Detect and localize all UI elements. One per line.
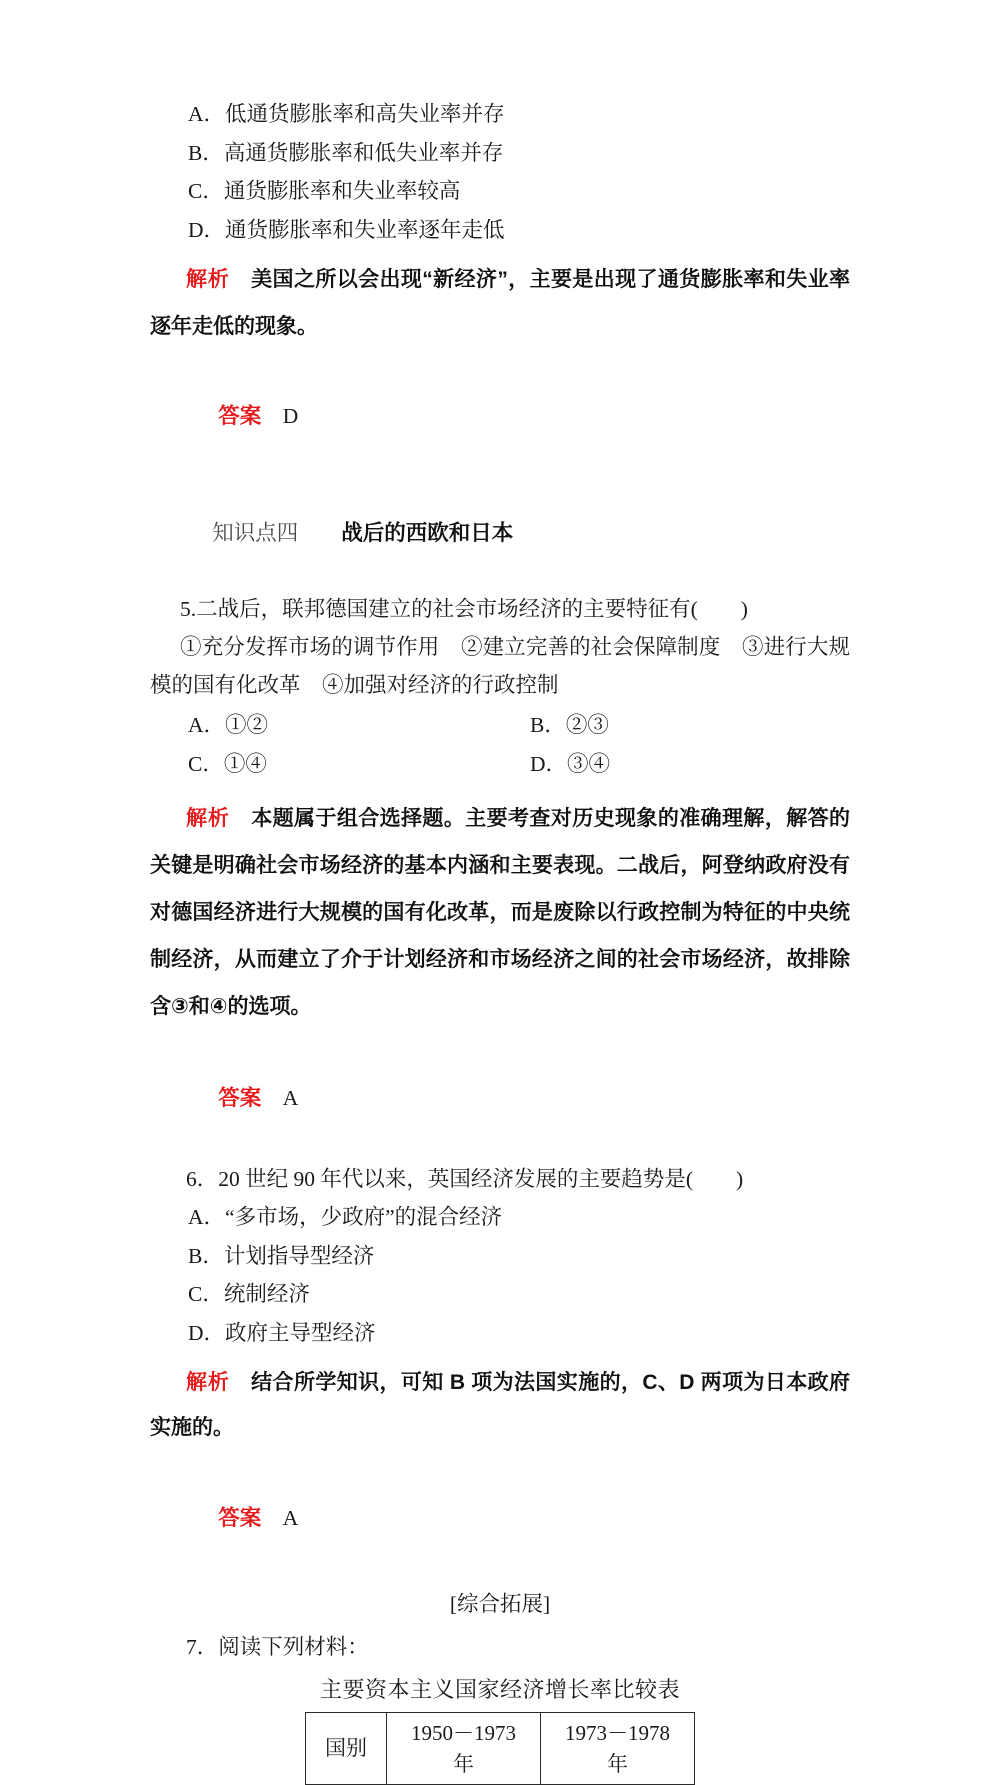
q5-analysis-text: 本题属于组合选择题。主要考查对历史现象的准确理解，解答的关键是明确社会市场经济的基本内涵和主要表现。二战后，阿登纳政府没有对德国经济进行大规模的国有化改革，而是废除以行政控制为特征的中央统制经济，从而建立了介于计划经济和市场经济之间的社会市场经济，故排除含③和④的选项。 xyxy=(150,807,851,1018)
table-header-period-1 xyxy=(387,1713,541,1785)
q6-answer-row xyxy=(150,1458,850,1578)
q5-choice-c: C．①④ xyxy=(188,751,267,776)
growth-table-title: 主要资本主义国家经济增长率比较表 xyxy=(319,1677,680,1702)
growth-table-wrapper xyxy=(150,1712,850,1785)
q4-answer-row xyxy=(150,356,850,476)
answer-label: 答案 xyxy=(218,1086,262,1110)
q6-choice-d: D．政府主导型经济 xyxy=(188,1320,376,1345)
q4-choice-list xyxy=(150,95,850,249)
q5-choice-a: A．①② xyxy=(188,713,269,737)
q4-analysis-paragraph xyxy=(150,256,850,350)
q6-choice-a: A．“多市场，少政府”的混合经济 xyxy=(188,1205,503,1229)
knowledge-point-label: 知识点四 xyxy=(212,521,299,545)
answer-label: 答案 xyxy=(218,404,262,428)
growth-rate-table xyxy=(305,1712,695,1785)
answer-label: 答案 xyxy=(218,1506,262,1530)
q6-choice-c: C．统制经济 xyxy=(188,1282,310,1306)
q6-answer-value: A xyxy=(282,1506,299,1530)
q5-analysis-paragraph xyxy=(150,795,850,1030)
analysis-gap xyxy=(230,1371,251,1394)
q4-answer-value: D xyxy=(282,404,299,428)
q6-stem: 6．20 世纪 90 年代以来，英国经济发展的主要趋势是( ) xyxy=(186,1167,744,1191)
q5-answer-row xyxy=(150,1038,850,1158)
section-marker: [综合拓展] xyxy=(449,1592,551,1616)
table-header-country xyxy=(306,1713,387,1785)
q6-choice-b: B．计划指导型经济 xyxy=(188,1243,375,1268)
analysis-label: 解析 xyxy=(186,807,230,830)
q4-analysis-text: 美国之所以会出现“新经济”，主要是出现了通货膨胀率和失业率逐年走低的现象。 xyxy=(150,268,851,338)
knowledge-point-gap xyxy=(298,521,341,545)
analysis-label: 解析 xyxy=(186,1371,230,1394)
q5-stem: 5.二战后，联邦德国建立的社会市场经济的主要特征有( ) xyxy=(180,597,748,621)
q7-stem: 7．阅读下列材料： xyxy=(186,1635,369,1659)
analysis-label: 解析 xyxy=(186,268,230,291)
q4-choice-c: C．通货膨胀率和失业率较高 xyxy=(188,179,461,203)
table-header-period-1-range: 1950－1973 xyxy=(411,1720,516,1745)
table-header-row xyxy=(306,1713,695,1785)
q4-choice-d: D．通货膨胀率和失业率逐年走低 xyxy=(188,217,505,242)
analysis-gap xyxy=(230,268,251,291)
q6-analysis-text: 结合所学知识，可知 B 项为法国实施的，C、D 两项为日本政府实施的。 xyxy=(150,1371,851,1439)
table-header-period-2 xyxy=(541,1713,695,1785)
q6-analysis-paragraph xyxy=(150,1360,850,1450)
analysis-gap xyxy=(230,807,251,830)
table-header-period-2-range: 1973－1978 xyxy=(565,1720,670,1745)
q6-choice-list xyxy=(150,1198,850,1352)
answer-gap xyxy=(261,1506,283,1530)
q4-choice-a: A．低通货膨胀率和高失业率并存 xyxy=(188,102,505,126)
q5-choice-d: D．③④ xyxy=(530,751,611,776)
table-header-period-1-unit: 年 xyxy=(453,1751,474,1776)
q5-choice-row xyxy=(150,745,850,784)
q5-choice-grid xyxy=(150,706,850,783)
table-header-period-2-unit: 年 xyxy=(607,1751,628,1776)
knowledge-point-heading xyxy=(150,476,850,590)
q5-items: ①充分发挥市场的调节作用 ②建立完善的社会保障制度 ③进行大规模的国有化改革 ④加强对经济的行政控制 xyxy=(150,635,850,697)
answer-gap xyxy=(261,1086,283,1110)
q4-choice-b: B．高通货膨胀率和低失业率并存 xyxy=(188,140,504,165)
answer-gap xyxy=(261,404,283,428)
q5-choice-b: B．②③ xyxy=(530,713,609,737)
knowledge-point-title: 战后的西欧和日本 xyxy=(341,521,514,545)
q5-choice-row xyxy=(150,706,850,745)
table-header-country-label: 国别 xyxy=(325,1736,367,1760)
q5-answer-value: A xyxy=(282,1086,299,1110)
page-content xyxy=(150,95,850,1785)
